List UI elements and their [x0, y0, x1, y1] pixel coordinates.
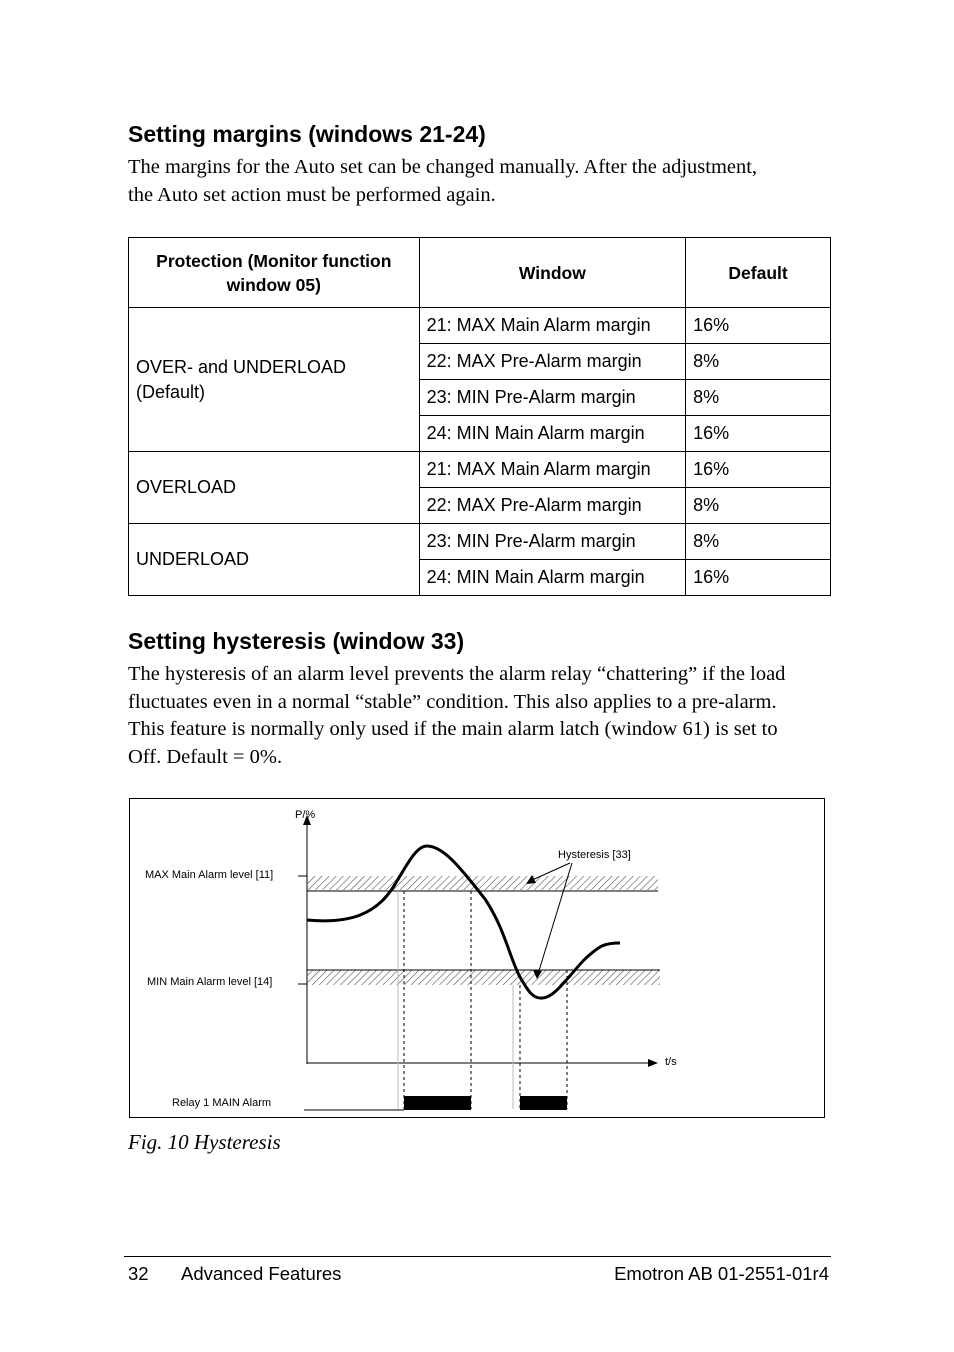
protection-cell [129, 308, 420, 452]
header-default: Default [686, 238, 831, 308]
page-number: 32 [128, 1263, 149, 1284]
table-header-row [129, 238, 831, 308]
hysteresis-figure [129, 798, 825, 1118]
footer-section: Advanced Features [181, 1263, 342, 1284]
default-cell: 8% [686, 488, 831, 524]
paragraph-line: The margins for the Auto set can be changed manually. After the adjustment, [128, 156, 758, 178]
paragraph-line: Off. Default = 0%. [128, 745, 283, 768]
paragraph-line: This feature is normally only used if the main alarm latch (window 61) is set to [128, 718, 778, 740]
hysteresis-label: Hysteresis [33] [558, 849, 631, 861]
max-level-label: MAX Main Alarm level [11] [145, 869, 274, 881]
x-axis-label: t/s [665, 1056, 677, 1068]
table-row [129, 524, 831, 560]
x-axis-arrow [648, 1059, 658, 1067]
default-cell: 16% [686, 560, 831, 596]
header-protection-line: window 05) [226, 274, 321, 295]
protection-cell [129, 452, 420, 524]
min-level-label: MIN Main Alarm level [14] [147, 976, 273, 988]
protection-label: OVERLOAD [136, 477, 237, 497]
default-cell: 16% [686, 416, 831, 452]
relay-label: Relay 1 MAIN Alarm [172, 1097, 272, 1109]
relay-pulse [404, 1096, 471, 1110]
header-protection [129, 238, 420, 308]
window-cell: 23: MIN Pre-Alarm margin [419, 524, 686, 560]
margins-table [128, 237, 831, 596]
header-protection-line: Protection (Monitor function [156, 250, 392, 271]
window-cell: 22: MAX Pre-Alarm margin [419, 488, 686, 524]
window-cell: 22: MAX Pre-Alarm margin [419, 344, 686, 380]
default-cell: 16% [686, 308, 831, 344]
max-hysteresis-band [307, 876, 658, 890]
footer-rule [124, 1256, 831, 1257]
table-row [129, 308, 831, 344]
protection-cell [129, 524, 420, 596]
window-cell: 21: MAX Main Alarm margin [419, 308, 686, 344]
paragraph-line: the Auto set action must be performed again. [128, 183, 496, 206]
default-cell: 8% [686, 524, 831, 560]
paragraph-line: The hysteresis of an alarm level prevents the alarm relay “chattering” if the load [128, 663, 786, 685]
relay-pulse [520, 1096, 567, 1110]
window-cell: 24: MIN Main Alarm margin [419, 416, 686, 452]
window-cell: 23: MIN Pre-Alarm margin [419, 380, 686, 416]
section-heading-margins: Setting margins (windows 21-24) [128, 121, 486, 147]
default-cell: 8% [686, 380, 831, 416]
protection-label: (Default) [136, 381, 206, 402]
default-cell: 8% [686, 344, 831, 380]
window-cell: 24: MIN Main Alarm margin [419, 560, 686, 596]
protection-label: UNDERLOAD [136, 549, 250, 569]
default-cell: 16% [686, 452, 831, 488]
min-hysteresis-band [307, 970, 660, 985]
footer-doc-id: Emotron AB 01-2551-01r4 [614, 1263, 829, 1284]
section-heading-hysteresis: Setting hysteresis (window 33) [128, 628, 465, 654]
figure-caption: Fig. 10 Hysteresis [128, 1130, 281, 1154]
y-axis-label: P/% [295, 809, 316, 821]
window-cell: 21: MAX Main Alarm margin [419, 452, 686, 488]
protection-label: OVER- and UNDERLOAD [136, 356, 347, 377]
hysteresis-diagram [130, 799, 824, 1117]
table-row [129, 452, 831, 488]
margins-paragraph [128, 154, 828, 209]
hysteresis-paragraph [128, 661, 833, 771]
header-window: Window [419, 238, 686, 308]
paragraph-line: fluctuates even in a normal “stable” condition. This also applies to a pre-alarm. [128, 690, 777, 713]
